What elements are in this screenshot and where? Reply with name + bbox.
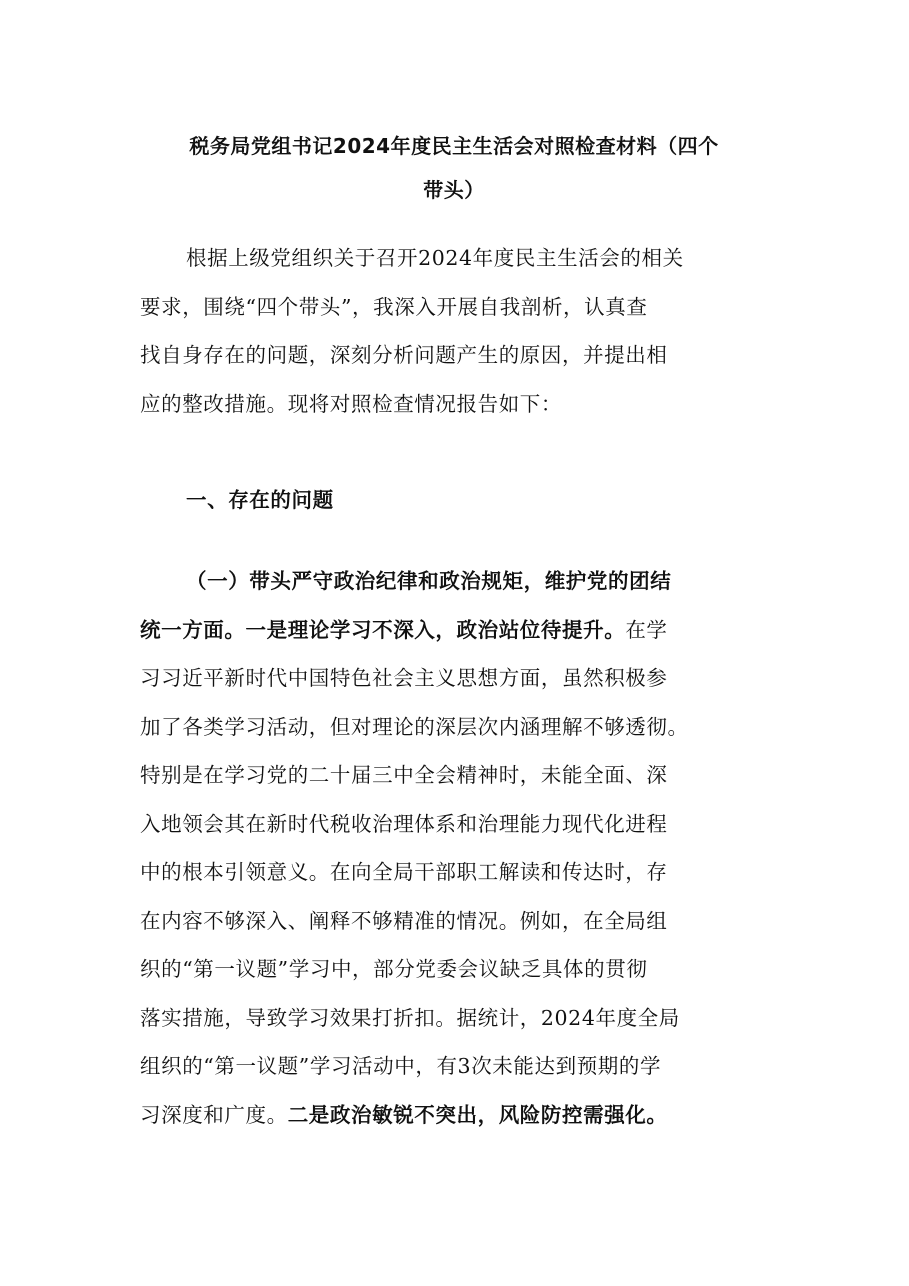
body-last-line [140,1091,770,1140]
subsection-heading-line-2: 统一方面。一是理论学习不深入，政治站位待提升。 [140,617,626,642]
body-line: 组织的“第一议题”学习活动中，有3次未能达到预期的学 [140,1054,662,1078]
body-line: 织的“第一议题”学习中，部分党委会议缺乏具体的贯彻 [140,957,648,981]
body-line: 特别是在学习党的二十届三中全会精神时，未能全面、深 [140,763,668,787]
title-line-2: 带头） [423,178,485,202]
subsection-paragraph [140,557,770,1139]
body-line: 在内容不够深入、阐释不够精准的情况。例如，在全局组 [140,908,668,933]
body-line: 落实措施，导致学习效果打折扣。据统计，2024年度全局 [140,1005,680,1030]
subsection-heading-line-1: （一）带头严守政治纪律和政治规矩，维护党的团结 [186,569,672,593]
body-line: 中的根本引领意义。在向全局干部职工解读和传达时，存 [140,860,668,884]
section-heading-problems: 一、存在的问题 [186,488,334,512]
subsection-line-2-tail: 在学 [625,617,668,642]
body-last-bold: 二是政治敏锐不突出，风险防控需强化。 [287,1102,668,1127]
intro-paragraph [140,234,770,428]
body-line: 加了各类学习活动，但对理论的深层次内涵理解不够透彻。 [140,714,689,739]
body-line: 入地领会其在新时代税收治理体系和治理能力现代化进程 [140,811,668,836]
body-last-plain: 习深度和广度。 [140,1102,288,1127]
intro-line: 要求，围绕“四个带头”，我深入开展自我剖析，认真查 [140,294,648,319]
body-line: 习习近平新时代中国特色社会主义思想方面，虽然积极参 [140,666,668,690]
subsection-line-2 [140,606,770,655]
intro-line: 根据上级党组织关于召开2024年度民主生活会的相关 [186,246,684,270]
intro-line: 找自身存在的问题，深刻分析问题产生的原因，并提出相 [140,343,668,367]
intro-line: 应的整改措施。现将对照检查情况报告如下： [140,391,562,416]
title-line-1: 税务局党组书记2024年度民主生活会对照检查材料（四个 [189,134,719,158]
document-title [140,124,768,212]
